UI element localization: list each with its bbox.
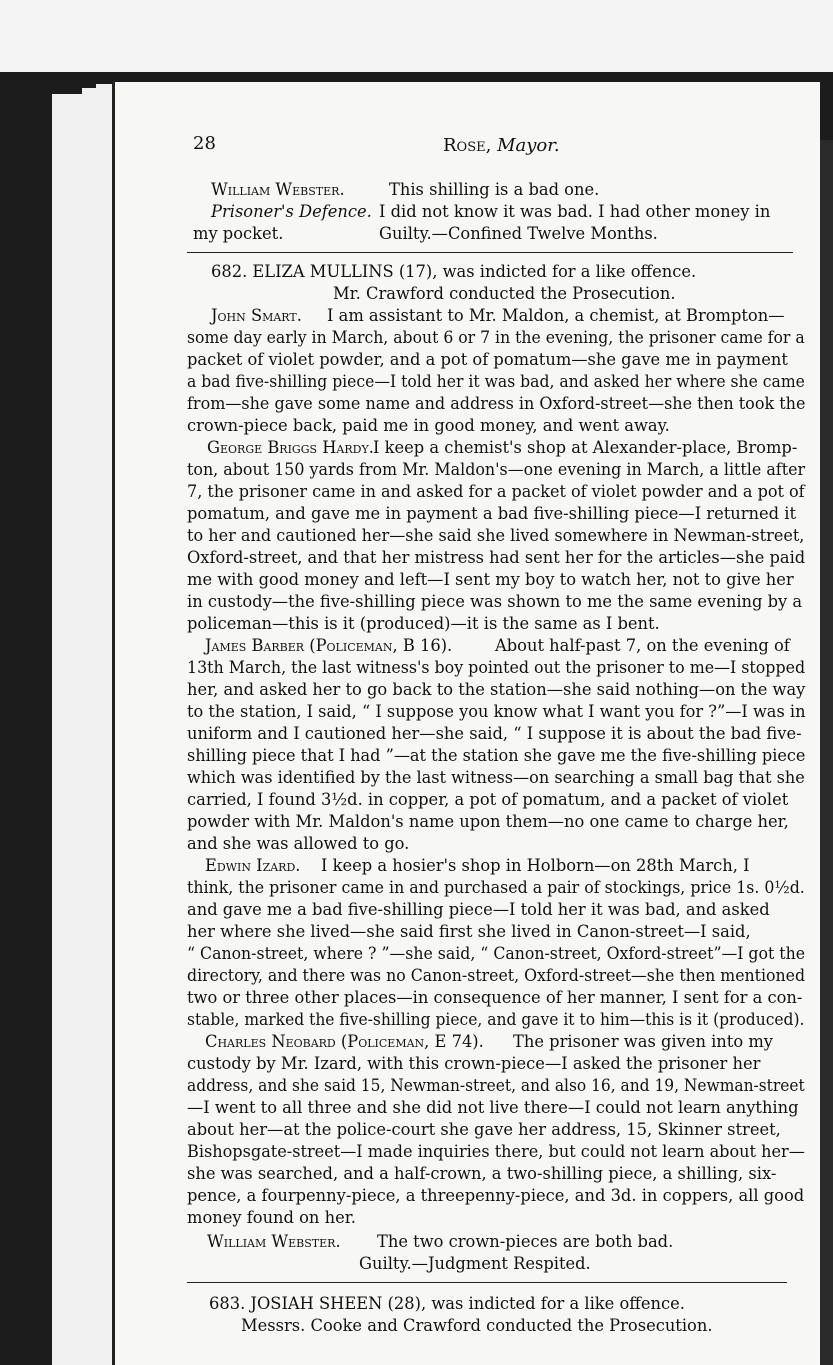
text-line: 13th March, the last witness's boy pointed out the prisoner to me—I stopped — [187, 658, 806, 677]
speaker: Charles Neobard (Policeman, E 74). — [205, 1032, 484, 1051]
text-line: me with good money and left—I sent my boy to watch her, not to give her — [187, 570, 794, 589]
text-line: to her and cautioned her—she said she lived somewhere in Newman-street, — [187, 526, 805, 545]
section-rule — [187, 1282, 787, 1283]
text-line: two or three other places—in consequence of her manner, I sent for a con- — [187, 988, 803, 1007]
text-line: her, and asked her to go back to the station—she said nothing—on the way — [187, 680, 806, 699]
book-page — [112, 82, 820, 1365]
text-line: money found on her. — [187, 1208, 356, 1227]
text-line: think, the prisoner came in and purchased a pair of stockings, price 1s. 0½d. — [187, 878, 805, 897]
speaker: George Briggs Hardy. — [207, 438, 374, 457]
speaker: Prisoner's Defence. — [211, 202, 372, 221]
running-head-name: Rose, — [443, 135, 492, 156]
case-heading: 683. JOSIAH SHEEN (28), was indicted for a like offence. — [209, 1294, 685, 1313]
text-line: her where she lived—she said first she lived in Canon-street—I said, — [187, 922, 751, 941]
text-line: I keep a chemist's shop at Alexander-place, Bromp- — [373, 438, 798, 457]
text-line: —I went to all three and she did not live there—I could not learn anything — [187, 1098, 799, 1117]
text-line: The prisoner was given into my — [513, 1032, 773, 1051]
running-head — [443, 136, 560, 156]
page-number: 28 — [193, 133, 216, 154]
text-line: shilling piece that I had ”—at the station she gave me the five-shilling piece — [187, 746, 806, 765]
text-line: directory, and there was no Canon-street, Oxford-street—she then mentioned — [187, 966, 806, 985]
speaker: William Webster. — [211, 180, 345, 199]
text-line: she was searched, and a half-crown, a two-shilling piece, a shilling, six- — [187, 1164, 777, 1183]
text-line: in custody—the five-shilling piece was shown to me the same evening by a — [187, 592, 803, 611]
text-line: 7, the prisoner came in and asked for a packet of violet powder and a pot of — [187, 482, 805, 501]
text-line: some day early in March, about 6 or 7 in the evening, the prisoner came for a — [187, 328, 805, 347]
speaker: William Webster. — [207, 1232, 341, 1251]
text-line: I am assistant to Mr. Maldon, a chemist, at Brompton— — [327, 306, 785, 325]
text-line: Oxford-street, and that her mistress had sent her for the articles—she paid — [187, 548, 806, 567]
prosecution-note: Mr. Crawford conducted the Prosecution. — [333, 284, 676, 303]
text-line: pomatum, and gave me in payment a bad five-shilling piece—I returned it — [187, 504, 796, 523]
scan-background-top — [0, 0, 833, 72]
text-line: packet of violet powder, and a pot of pomatum—she gave me in payment — [187, 350, 788, 369]
text-line: policeman—this is it (produced)—it is the same as I bent. — [187, 614, 660, 633]
verdict: Guilty.—Judgment Respited. — [359, 1254, 591, 1273]
text-line: from—she gave some name and address in Oxford-street—she then took the — [187, 394, 806, 413]
text-line: carried, I found 3½d. in copper, a pot of pomatum, and a packet of violet — [187, 790, 789, 809]
text-line: uniform and I cautioned her—she said, “ I suppose it is about the bad five- — [187, 724, 802, 743]
text-line: and she was allowed to go. — [187, 834, 410, 853]
running-head-title: Mayor. — [497, 135, 560, 156]
text-line: I keep a hosier's shop in Holborn—on 28th March, I — [321, 856, 750, 875]
text-line: pence, a fourpenny-piece, a threepenny-piece, and 3d. in coppers, all good — [187, 1186, 805, 1205]
text-line: custody by Mr. Izard, with this crown-piece—I asked the prisoner her — [187, 1054, 761, 1073]
text-line: This shilling is a bad one. — [389, 180, 600, 199]
page-edge — [52, 94, 84, 1365]
case-heading: 682. ELIZA MULLINS (17), was indicted for a like offence. — [211, 262, 697, 281]
text-line: to the station, I said, “ I suppose you know what I want you for ?”—I was in — [187, 702, 806, 721]
speaker: Edwin Izard. — [205, 856, 301, 875]
text-line: Bishopsgate-street—I made inquiries there, but could not learn about her— — [187, 1142, 805, 1161]
text-line: address, and she said 15, Newman-street, and also 16, and 19, Newman-street — [187, 1076, 805, 1095]
speaker: John Smart. — [211, 306, 302, 325]
text-line: and gave me a bad five-shilling piece—I told her it was bad, and asked — [187, 900, 770, 919]
text-line: “ Canon-street, where ? ”—she said, “ Canon-street, Oxford-street”—I got the — [187, 944, 806, 963]
text-line: a bad five-shilling piece—I told her it was bad, and asked her where she came — [187, 372, 805, 391]
speaker: James Barber (Policeman, B 16). — [205, 636, 453, 655]
text-line: my pocket. — [193, 224, 284, 243]
section-rule — [187, 252, 793, 253]
text-line: ton, about 150 yards from Mr. Maldon's—one evening in March, a little after — [187, 460, 806, 479]
text-line: The two crown-pieces are both bad. — [377, 1232, 674, 1251]
text-line: stable, marked the five-shilling piece, and gave it to him—this is it (produced). — [187, 1010, 805, 1029]
text-line: crown-piece back, paid me in good money, and went away. — [187, 416, 670, 435]
verdict: Guilty.—Confined Twelve Months. — [379, 224, 658, 243]
text-line: which was identified by the last witness—on searching a small bag that she — [187, 768, 805, 787]
text-line: powder with Mr. Maldon's name upon them—no one came to charge her, — [187, 812, 789, 831]
prosecution-note: Messrs. Cooke and Crawford conducted the Prosecution. — [241, 1316, 713, 1335]
text-line: I did not know it was bad. I had other money in — [379, 202, 771, 221]
text-line: about her—at the police-court she gave her address, 15, Skinner street, — [187, 1120, 781, 1139]
text-line: About half-past 7, on the evening of — [495, 636, 790, 655]
